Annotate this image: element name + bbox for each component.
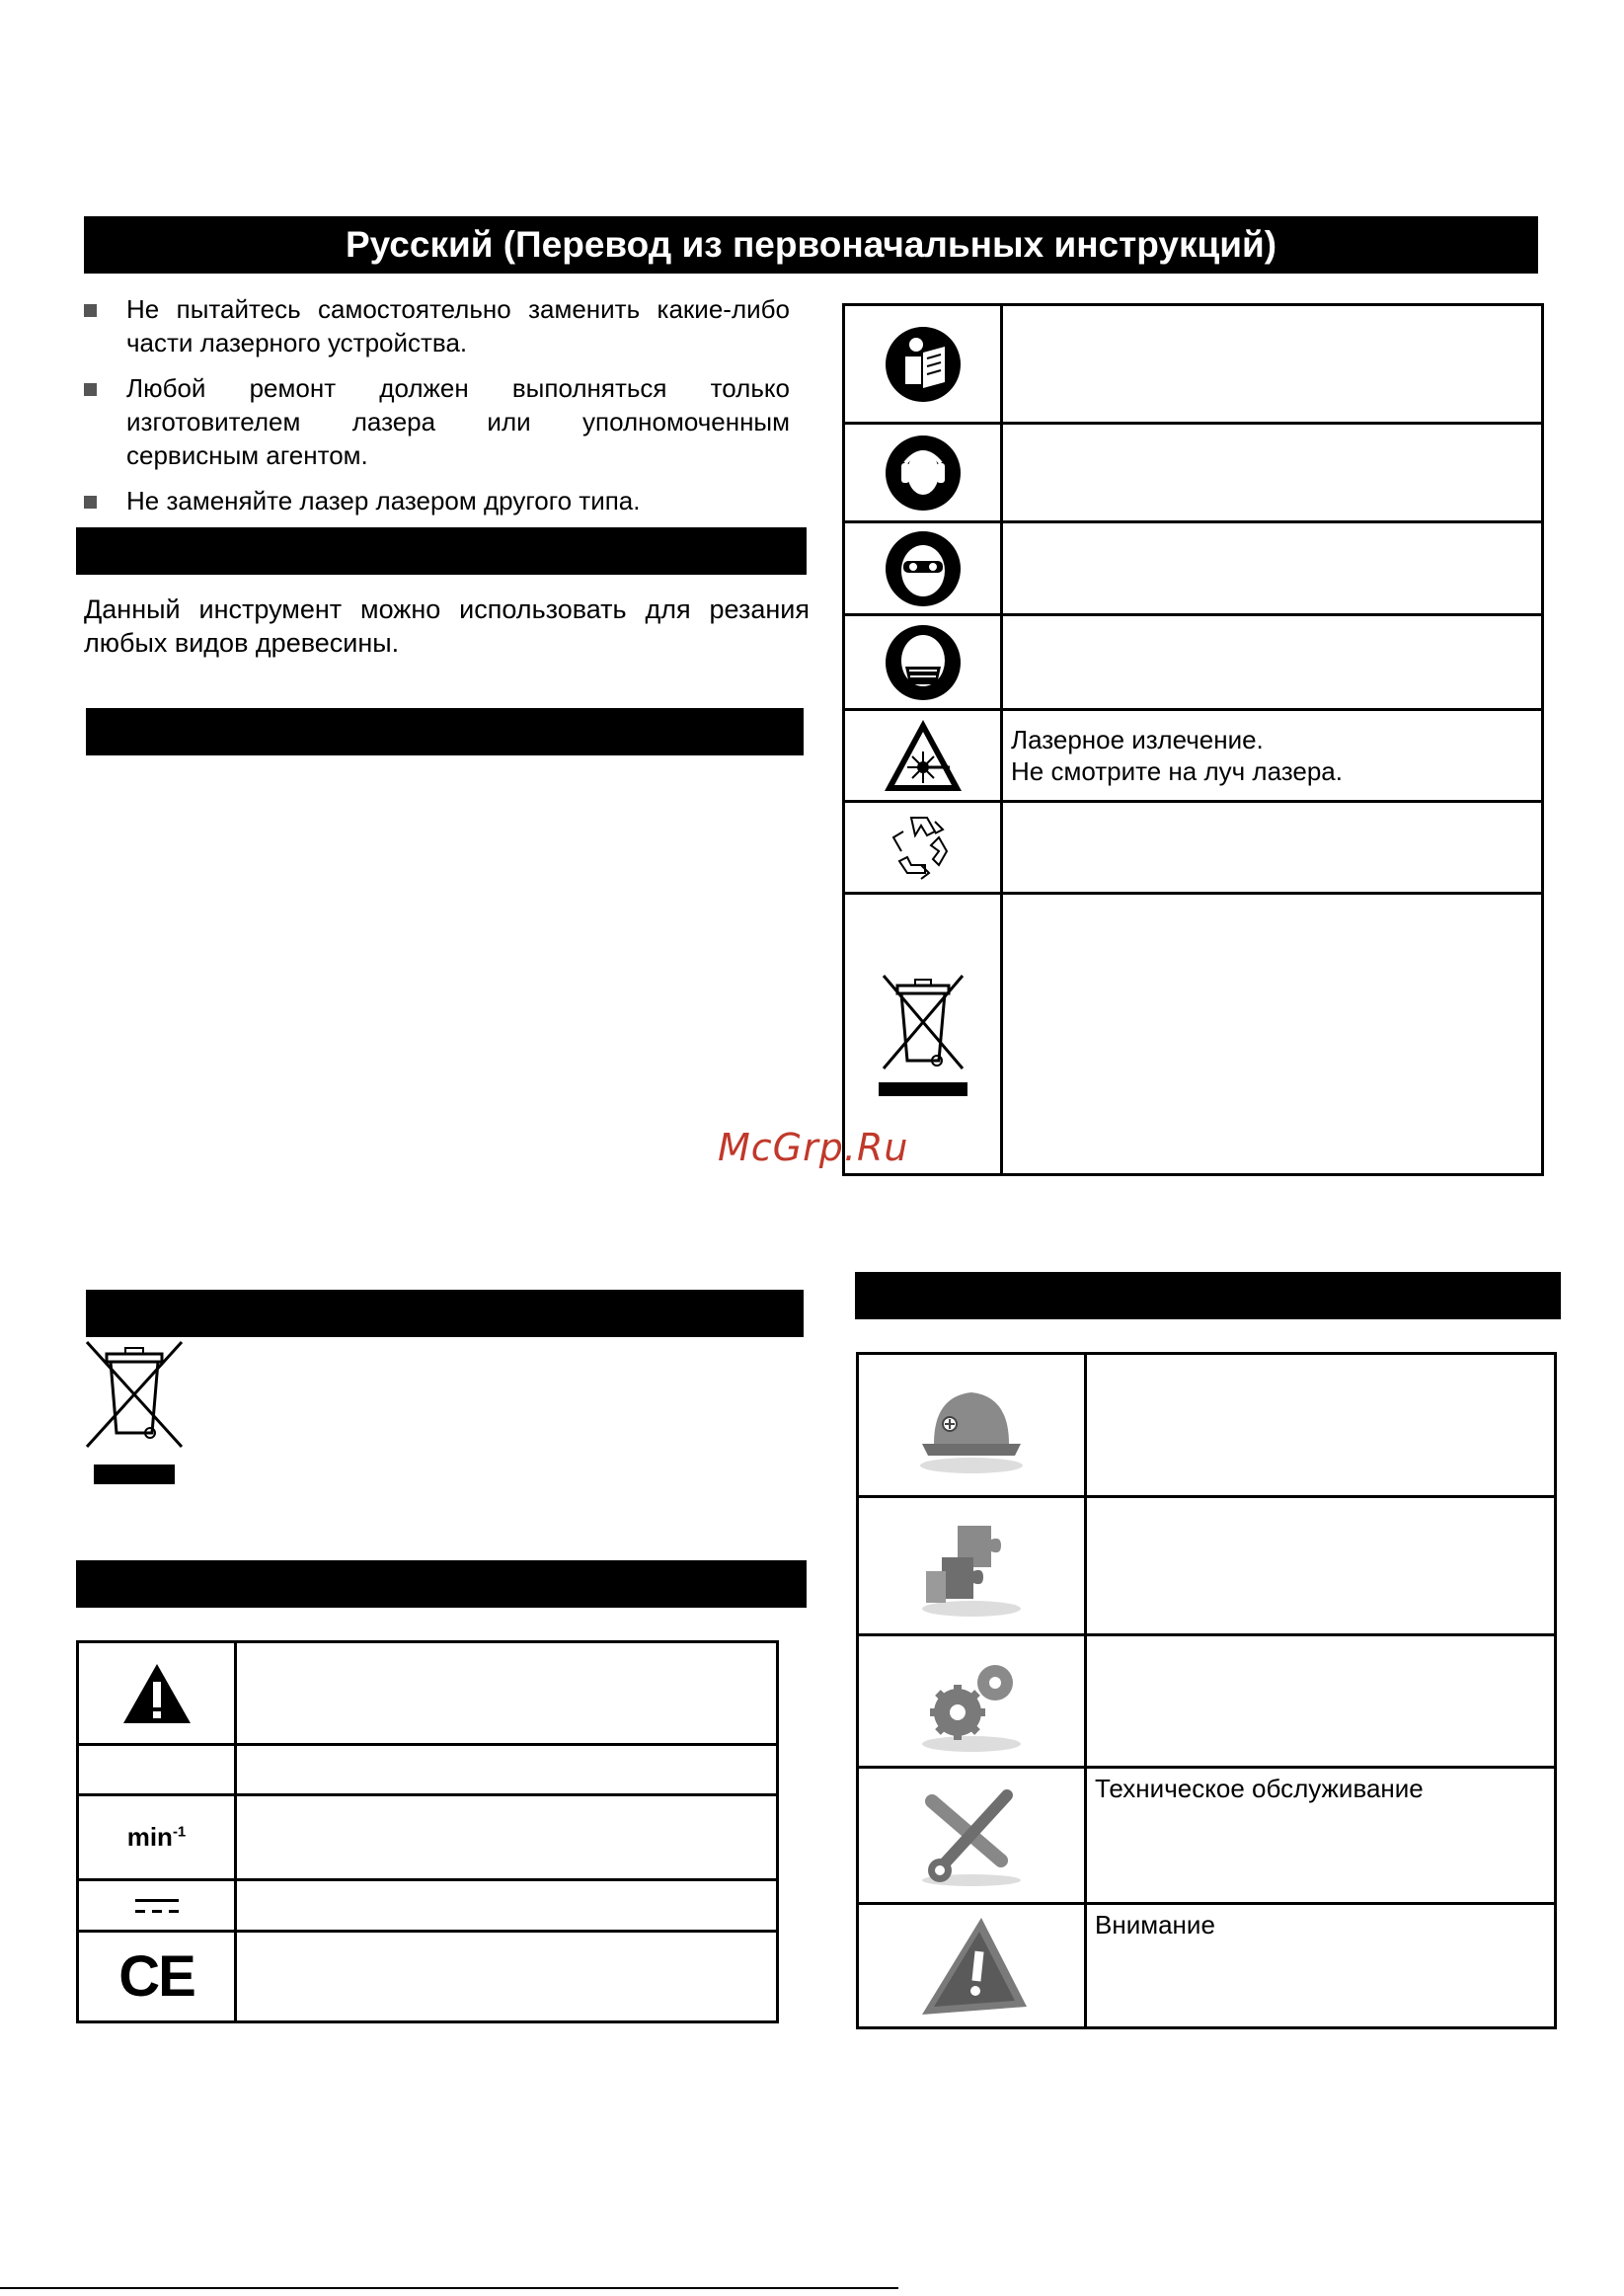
rpm-unit: $\min^{-1}$ [78, 1795, 236, 1880]
laser-warning-line2: Не смотрите на луч лазера. [1011, 756, 1343, 786]
section-bar-intended-use [76, 527, 807, 575]
keys-table [856, 1352, 1557, 2029]
list-item: Не пытайтесь самостоятельно заменить какие-либо части лазерного устройства. [84, 292, 790, 359]
dust-mask-icon [884, 623, 963, 702]
table-row [858, 1904, 1556, 2028]
table-row [844, 894, 1543, 1175]
section-bar-keys [855, 1272, 1561, 1319]
table-row [844, 424, 1543, 522]
read-manual-icon [884, 325, 963, 404]
table-row [844, 615, 1543, 710]
attention-sign-icon [912, 1912, 1031, 2020]
maintenance-label: Техническое обслуживание [1095, 1774, 1424, 1803]
tools-icon [912, 1781, 1031, 1890]
table-row [78, 1642, 778, 1745]
laser-warning-icon [881, 716, 966, 795]
symbols-table [842, 303, 1544, 1176]
puzzle-icon [912, 1512, 1031, 1621]
table-row [844, 710, 1543, 802]
weee-bin-icon [79, 1338, 190, 1486]
hard-hat-icon [912, 1371, 1031, 1479]
watermark: McGrp.Ru [718, 1126, 909, 1169]
safety-bullet-list [84, 292, 790, 529]
list-item: Не заменяйте лазер лазером другого типа. [84, 484, 790, 517]
section-bar-symbols [86, 708, 804, 755]
footer-rule [0, 2287, 898, 2289]
table-row [78, 1745, 778, 1795]
bullet-square-icon [84, 304, 97, 317]
intended-use-text: Данный инструмент можно использовать для резания любых видов древесины. [84, 594, 810, 658]
table-row [844, 522, 1543, 615]
ear-protection-icon [884, 434, 963, 513]
bullet-square-icon [84, 383, 97, 396]
table-row [858, 1497, 1556, 1635]
table-row [78, 1880, 778, 1932]
bullet-square-icon [84, 496, 97, 509]
table-row [78, 1795, 778, 1880]
table-row [858, 1635, 1556, 1768]
table-row [858, 1768, 1556, 1904]
table-row [844, 802, 1543, 894]
eye-protection-icon [884, 529, 963, 608]
dc-symbol-icon [133, 1895, 181, 1917]
gears-icon [912, 1647, 1031, 1756]
attention-label: Внимание [1095, 1910, 1215, 1940]
section-bar-ratings [76, 1560, 807, 1608]
section-bar-environment [86, 1290, 804, 1337]
warning-triangle-icon [121, 1662, 193, 1725]
page-title: Русский (Перевод из первоначальных инструкций) [84, 216, 1538, 274]
table-row [844, 305, 1543, 424]
ce-mark-icon: CE [78, 1932, 236, 2022]
recycle-icon [882, 808, 965, 887]
table-row [78, 1932, 778, 2022]
laser-warning-line1: Лазерное излечение. [1011, 725, 1264, 754]
ratings-table [76, 1640, 779, 2023]
weee-symbol [79, 1338, 190, 1486]
table-row [858, 1354, 1556, 1497]
weee-bin-icon [874, 970, 972, 1098]
list-item: Любой ремонт должен выполняться только изготовителем лазера или уполномоченным сервисным агентом. [84, 371, 790, 472]
